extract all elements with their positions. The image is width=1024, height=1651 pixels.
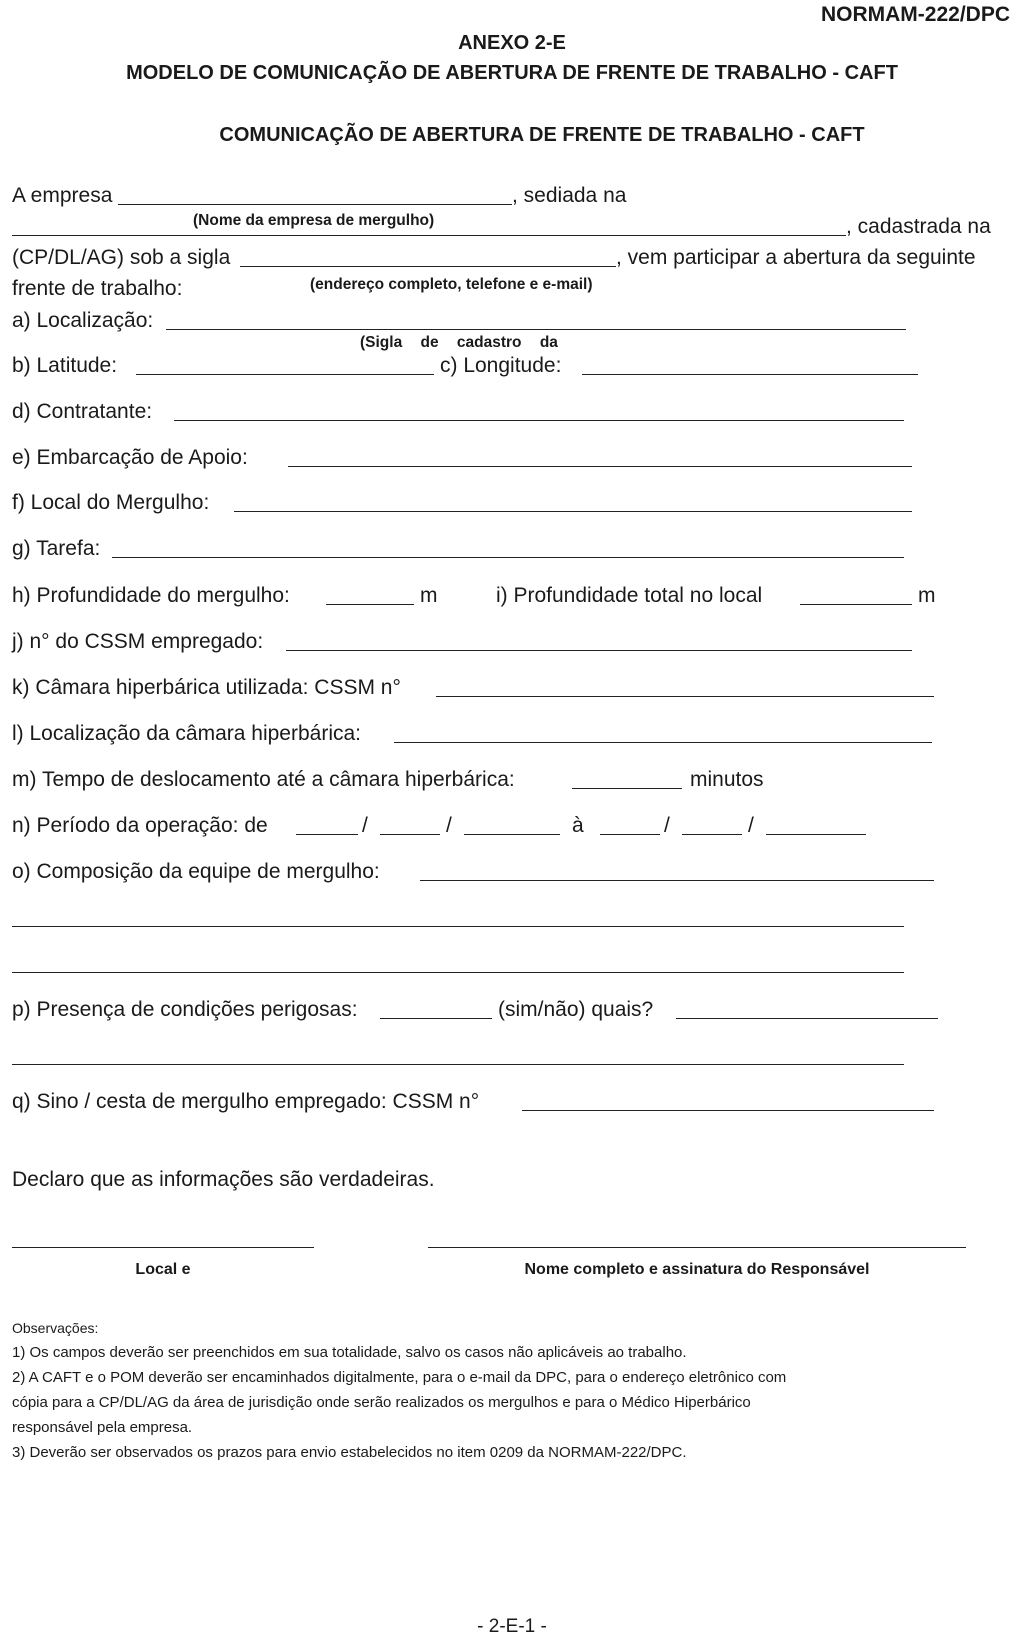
frente-label: frente de trabalho: <box>12 277 183 300</box>
equipe-field-line-2[interactable] <box>12 926 904 927</box>
tarefa-field[interactable] <box>112 557 904 558</box>
field-n-label: n) Período da operação: de <box>12 814 268 837</box>
field-k-label: k) Câmara hiperbárica utilizada: CSSM n° <box>12 676 401 699</box>
equipe-field[interactable] <box>420 880 934 881</box>
sino-cssm-field[interactable] <box>522 1110 934 1111</box>
endereco-hint: (endereço completo, telefone e e-mail) <box>310 276 593 293</box>
field-d-label: d) Contratante: <box>12 400 153 423</box>
cadastrada-label: , cadastrada na <box>846 215 991 238</box>
condicoes-perigosas-field[interactable] <box>380 1018 492 1019</box>
field-p-label: p) Presença de condições perigosas: <box>12 998 358 1021</box>
field-o-label: o) Composição da equipe de mergulho: <box>12 860 380 883</box>
empresa-name-field[interactable] <box>118 204 512 205</box>
note-item: responsável pela empresa. <box>12 1419 193 1436</box>
localizacao-camara-field[interactable] <box>394 742 932 743</box>
field-p-options: (sim/não) quais? <box>498 998 654 1021</box>
field-i-label: i) Profundidade total no local <box>496 584 763 607</box>
page-number: - 2-E-1 - <box>477 1616 547 1637</box>
note-item: 3) Deverão ser observados os prazos para envio estabelecidos no item 0209 da NORMAM-222/DPC. <box>12 1444 687 1461</box>
tempo-deslocamento-field[interactable] <box>572 788 682 789</box>
profundidade-total-field[interactable] <box>800 604 912 605</box>
annex-title: ANEXO 2-E <box>458 32 566 54</box>
sediada-address-field[interactable] <box>12 235 846 236</box>
cssm-empregado-field[interactable] <box>286 650 912 651</box>
fim-ano-field[interactable] <box>766 834 866 835</box>
form-title: COMUNICAÇÃO DE ABERTURA DE FRENTE DE TRABALHO - CAFT <box>219 124 865 146</box>
inicio-mes-field[interactable] <box>380 834 440 835</box>
empresa-label: A empresa <box>12 184 113 207</box>
notes-title: Observações: <box>12 1320 99 1336</box>
date-slash: / <box>362 814 368 837</box>
embarcacao-field[interactable] <box>288 466 912 467</box>
nome-empresa-hint: (Nome da empresa de mergulho) <box>193 212 435 229</box>
participar-label: , vem participar a abertura da seguinte <box>616 246 976 269</box>
inicio-dia-field[interactable] <box>296 834 358 835</box>
date-slash: / <box>664 814 670 837</box>
local-data-field[interactable] <box>12 1247 314 1248</box>
declaration-text: Declaro que as informações são verdadeiras. <box>12 1168 435 1191</box>
field-c-label: c) Longitude: <box>440 354 562 377</box>
quais-field[interactable] <box>676 1018 938 1019</box>
field-i-unit: m <box>918 584 936 607</box>
profundidade-mergulho-field[interactable] <box>326 604 414 605</box>
local-label: Local e <box>135 1261 191 1278</box>
fim-mes-field[interactable] <box>682 834 742 835</box>
date-slash: / <box>748 814 754 837</box>
field-j-label: j) n° do CSSM empregado: <box>12 630 264 653</box>
field-g-label: g) Tarefa: <box>12 537 101 560</box>
fim-dia-field[interactable] <box>600 834 660 835</box>
field-h-label: h) Profundidade do mergulho: <box>12 584 290 607</box>
field-b-label: b) Latitude: <box>12 354 118 377</box>
responsavel-label: Nome completo e assinatura do Responsável <box>524 1261 870 1278</box>
field-e-label: e) Embarcação de Apoio: <box>12 446 248 469</box>
longitude-field[interactable] <box>582 374 918 375</box>
camara-cssm-field[interactable] <box>436 696 934 697</box>
inicio-ano-field[interactable] <box>464 834 560 835</box>
field-m-label: m) Tempo de deslocamento até a câmara hiperbárica: <box>12 768 515 791</box>
assinatura-field[interactable] <box>428 1247 966 1248</box>
field-m-unit: minutos <box>690 768 764 791</box>
latitude-field[interactable] <box>136 374 434 375</box>
model-title: MODELO DE COMUNICAÇÃO DE ABERTURA DE FRENTE DE TRABALHO - CAFT <box>126 62 898 84</box>
localizacao-field[interactable] <box>166 329 906 330</box>
quais-field-line-2[interactable] <box>12 1064 904 1065</box>
date-slash: / <box>446 814 452 837</box>
sigla-hint: (Sigla de cadastro da <box>360 334 558 351</box>
sigla-field[interactable] <box>240 266 616 267</box>
sigla-prefix: (CP/DL/AG) sob a sigla <box>12 246 231 269</box>
contratante-field[interactable] <box>174 420 904 421</box>
note-item: 2) A CAFT e o POM deverão ser encaminhados digitalmente, para o e-mail da DPC, para o endereço eletrônico com <box>12 1369 787 1386</box>
field-h-unit: m <box>420 584 438 607</box>
note-item: 1) Os campos deverão ser preenchidos em sua totalidade, salvo os casos não aplicáveis ao trabalho. <box>12 1344 687 1361</box>
equipe-field-line-3[interactable] <box>12 972 904 973</box>
note-item: cópia para a CP/DL/AG da área de jurisdição onde serão realizados os mergulhos e para o Médico Hiperbárico <box>12 1394 751 1411</box>
field-f-label: f) Local do Mergulho: <box>12 491 210 514</box>
sediada-label: , sediada na <box>512 184 627 207</box>
field-l-label: l) Localização da câmara hiperbárica: <box>12 722 362 745</box>
field-a-label: a) Localização: <box>12 309 154 332</box>
local-mergulho-field[interactable] <box>234 511 912 512</box>
field-q-label: q) Sino / cesta de mergulho empregado: CSSM n° <box>12 1090 480 1113</box>
date-to-label: à <box>572 814 584 837</box>
document-code: NORMAM-222/DPC <box>820 3 1010 26</box>
